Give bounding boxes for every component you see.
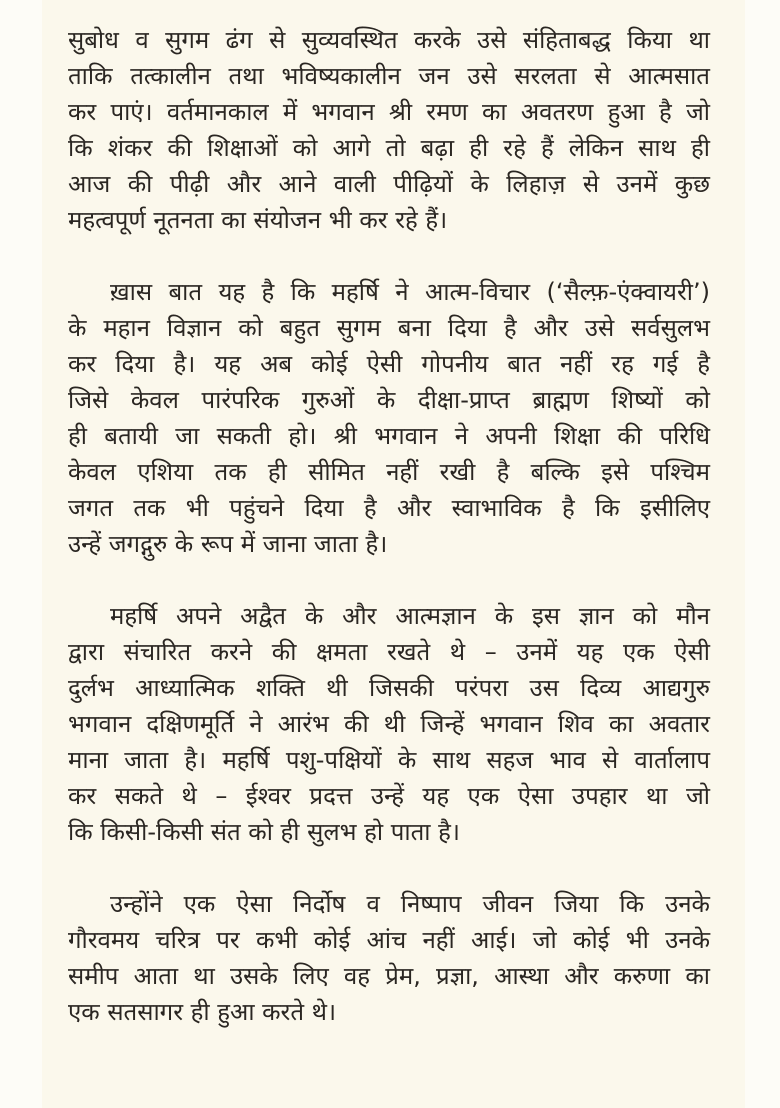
text-line: ताकि तत्कालीन तथा भविष्यकालीन जन उसे सरलता से आत्मसात (68, 62, 710, 90)
text-line: जगत तक भी पहुंचने दिया है और स्वाभाविक है कि इसीलिए (68, 494, 710, 522)
text-line: दुर्लभ आध्यात्मिक शक्ति थी जिसकी परंपरा उस दिव्य आद्यगुरु (68, 674, 710, 702)
text-line: समीप आता था उसके लिए वह प्रेम, प्रज्ञा, आस्था और करुणा का (68, 962, 710, 990)
text-line: सुबोध व सुगम ढंग से सुव्यवस्थित करके उसे संहिताबद्ध किया था (68, 26, 710, 54)
text-line: माना जाता है। महर्षि पशु-पक्षियों के साथ सहज भाव से वार्तालाप (68, 746, 710, 774)
text-line: कर दिया है। यह अब कोई ऐसी गोपनीय बात नहीं रह गई है (68, 350, 710, 378)
text-line: भगवान दक्षिणमूर्ति ने आरंभ की थी जिन्हें भगवान शिव का अवतार (68, 710, 710, 738)
text-line: ही बतायी जा सकती हो। श्री भगवान ने अपनी शिक्षा की परिधि (68, 422, 710, 450)
text-line: केवल एशिया तक ही सीमित नहीं रखी है बल्कि इसे पश्चिम (68, 458, 710, 486)
text-line: जिसे केवल पारंपरिक गुरुओं के दीक्षा-प्राप्त ब्राह्मण शिष्यों को (68, 386, 710, 414)
text-line: एक सतसागर ही हुआ करते थे। (68, 998, 337, 1026)
text-line: कि शंकर की शिक्षाओं को आगे तो बढ़ा ही रहे हैं लेकिन साथ ही (68, 134, 710, 162)
text-line: उन्होंने एक ऐसा निर्दोष व निष्पाप जीवन जिया कि उनके (110, 890, 710, 918)
document-body (68, 22, 710, 1066)
paragraph (68, 22, 710, 238)
text-line: महत्वपूर्ण नूतनता का संयोजन भी कर रहे हैं। (68, 206, 448, 234)
text-line: महर्षि अपने अद्वैत के और आत्मज्ञान के इस ज्ञान को मौन (110, 602, 710, 630)
paragraph (68, 886, 710, 1030)
text-line: आज की पीढ़ी और आने वाली पीढ़ियों के लिहाज़ से उनमें कुछ (68, 170, 710, 198)
paragraph (68, 598, 710, 850)
text-line: कर पाएं। वर्तमानकाल में भगवान श्री रमण का अवतरण हुआ है जो (68, 98, 710, 126)
text-line: द्वारा संचारित करने की क्षमता रखते थे – उनमें यह एक ऐसी (68, 638, 710, 666)
text-line: उन्हें जगद्गुरु के रूप में जाना जाता है। (68, 530, 388, 558)
text-line: कर सकते थे – ईश्वर प्रदत्त उन्हें यह एक ऐसा उपहार था जो (68, 782, 710, 810)
text-line: गौरवमय चरित्र पर कभी कोई आंच नहीं आई। जो कोई भी उनके (68, 926, 710, 954)
text-line: ख़ास बात यह है कि महर्षि ने आत्म-विचार (‘सैल्फ़-एंक्वायरी’) (110, 278, 710, 306)
paragraph (68, 274, 710, 562)
text-line: कि किसी-किसी संत को ही सुलभ हो पाता है। (68, 818, 460, 846)
text-line: के महान विज्ञान को बहुत सुगम बना दिया है और उसे सर्वसुलभ (68, 314, 710, 342)
